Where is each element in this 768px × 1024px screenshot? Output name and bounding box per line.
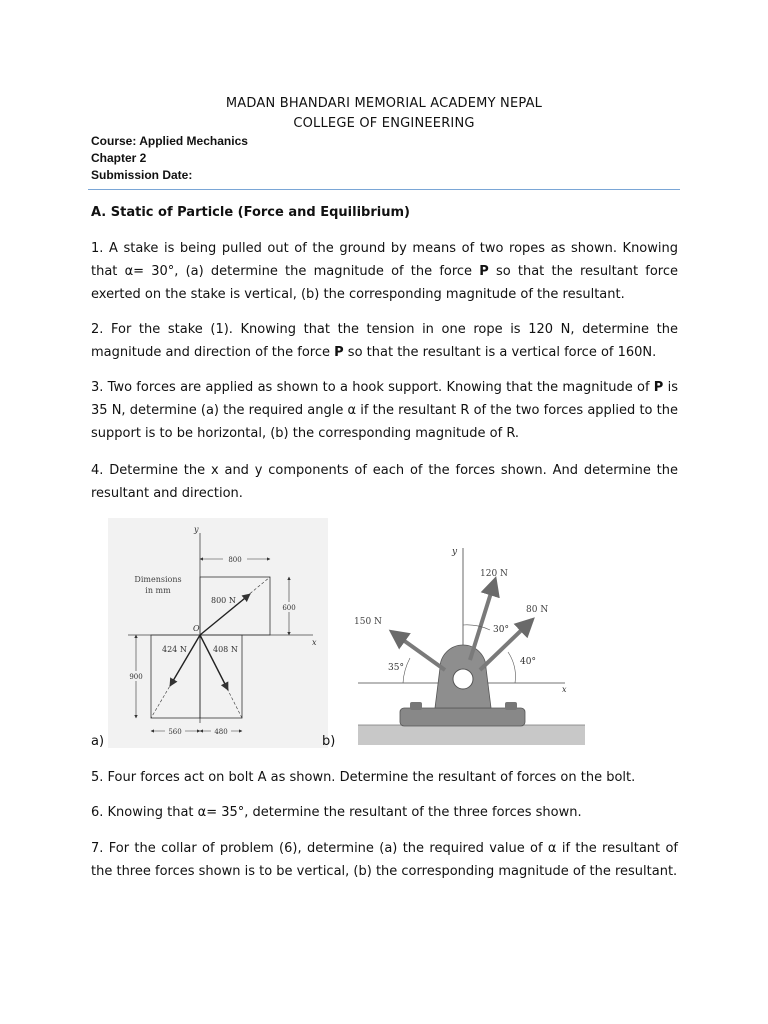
course-line: Course: Applied Mechanics [91, 134, 248, 148]
question-7: 7. For the collar of problem (6), determine (a) the required value of α if the resultant of the three forces shown is to be vertical, (b) the corresponding magnitude of the resultant. [91, 841, 678, 879]
fig-b-angle-40: 40° [520, 657, 536, 667]
fig-a-dim-560: 560 [168, 728, 182, 736]
figure-b-label: b) [322, 734, 336, 749]
section-title: A. Static of Particle (Force and Equilibrium) [91, 205, 410, 220]
fig-a-origin-label: O [193, 624, 200, 633]
college-name: COLLEGE OF ENGINEERING [293, 116, 475, 131]
fig-b-ground [358, 725, 585, 745]
figure-a-force-diagram [108, 518, 328, 748]
fig-a-force-800-label: 800 N [211, 596, 236, 605]
fig-a-x-label: x [312, 638, 317, 647]
fig-a-dimensions-note: Dimensions [134, 575, 182, 584]
fig-b-y-label: y [452, 547, 458, 557]
question-6: 6. Knowing that α= 35°, determine the resultant of the three forces shown. [91, 805, 582, 820]
fig-a-dimensions-unit: in mm [145, 586, 171, 595]
question-4: 4. Determine the x and y components of each of the forces shown. And determine the resultant and direction. [91, 463, 678, 501]
fig-a-dim-900: 900 [129, 673, 143, 681]
question-1: 1. A stake is being pulled out of the ground by means of two ropes as shown. Knowing that α= 30°, (a) determine the magnitude of the force P so that the resultant force exerted on the stake is vertical, (b) the corresponding magnitude of the resultant. [91, 241, 678, 302]
fig-a-force-424-label: 424 N [162, 645, 187, 654]
question-3: 3. Two forces are applied as shown to a hook support. Knowing that the magnitude of P is 35 N, determine (a) the required angle α if the resultant R of the two forces applied to the support is to be horizontal, (b) the corresponding magnitude of R. [91, 380, 678, 441]
fig-a-dim-800: 800 [228, 556, 242, 564]
submission-date-line: Submission Date: [91, 168, 193, 182]
fig-a-dim-480: 480 [214, 728, 228, 736]
fig-b-angle-35: 35° [388, 663, 404, 673]
fig-b-force-120-label: 120 N [480, 569, 508, 579]
fig-a-y-label: y [194, 525, 199, 534]
fig-a-force-408-label: 408 N [213, 645, 238, 654]
figure-a-label: a) [91, 734, 105, 749]
question-5: 5. Four forces act on bolt A as shown. Determine the resultant of forces on the bolt. [91, 770, 636, 785]
fig-b-force-80-label: 80 N [526, 605, 549, 615]
fig-b-bracket-base [400, 708, 525, 726]
institution-name: MADAN BHANDARI MEMORIAL ACADEMY NEPAL [225, 96, 543, 111]
figure-b-force-diagram [340, 540, 585, 745]
fig-b-force-120 [470, 580, 495, 660]
fig-a-dim-600: 600 [282, 604, 296, 612]
fig-b-force-150-label: 150 N [354, 617, 382, 627]
fig-b-x-label: x [562, 685, 567, 694]
question-2: 2. For the stake (1). Knowing that the tension in one rope is 120 N, determine the magnitude and direction of the force P so that the resultant is a vertical force of 160N. [91, 322, 678, 360]
fig-b-angle-30: 30° [493, 625, 509, 635]
fig-b-hook-hole [453, 669, 473, 689]
chapter-line: Chapter 2 [91, 151, 147, 165]
header-divider [88, 189, 680, 190]
